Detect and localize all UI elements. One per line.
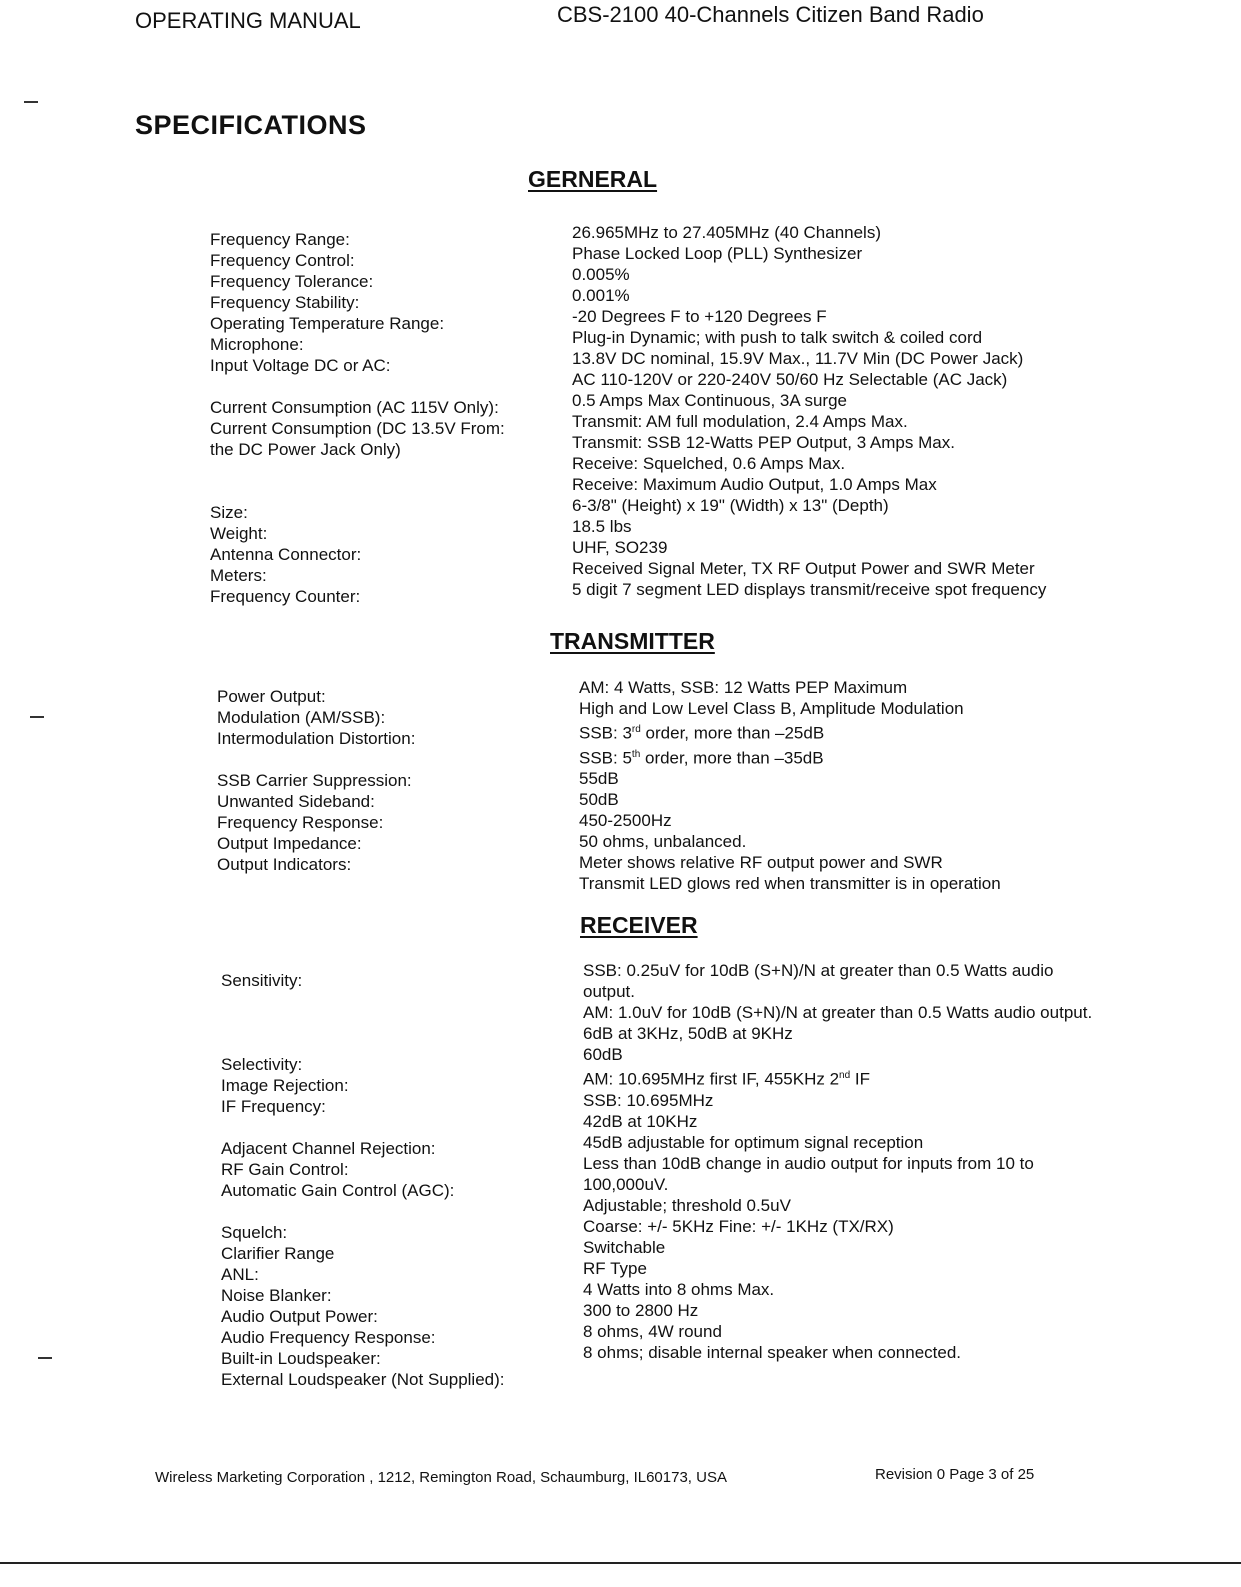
rx-if-am-rest: IF — [850, 1069, 871, 1089]
general-label-row: the DC Power Jack Only) — [210, 440, 401, 459]
general-label-row: Antenna Connector: — [210, 545, 362, 564]
general-label-row: Microphone: — [210, 335, 304, 354]
receiver-label-row: RF Gain Control: — [221, 1160, 349, 1179]
general-label-row: Meters: — [210, 566, 267, 585]
receiver-label-row — [221, 949, 505, 970]
receiver-label-row: ANL: — [221, 1265, 259, 1284]
general-label-row: Size: — [210, 503, 248, 522]
general-value-row: 13.8V DC nominal, 15.9V Max., 11.7V Min (DC Power Jack) — [572, 349, 1024, 368]
general-value-row: 18.5 lbs — [572, 517, 632, 536]
margin-mark — [38, 1357, 52, 1359]
tx-imd3-sup: rd — [631, 724, 641, 735]
general-label-row — [210, 460, 505, 481]
tx-freq-response-value: 450-2500Hz — [579, 811, 672, 831]
rx-rf-gain-value: 45dB adjustable for optimum signal reception — [583, 1132, 924, 1152]
header-product-title: CBS-2100 40-Channels Citizen Band Radio — [557, 2, 984, 27]
transmitter-label-row — [217, 749, 415, 770]
receiver-labels — [221, 949, 505, 1390]
rx-sensitivity-ssb-value: SSB: 0.25uV for 10dB (S+N)/N at greater than 0.5 Watts audio output. — [583, 961, 1054, 1001]
general-label-row: Current Consumption (AC 115V Only): — [210, 398, 499, 417]
tx-imd5-text: SSB: 5 — [579, 748, 632, 768]
tx-impedance-value: 50 ohms, unbalanced. — [579, 832, 747, 852]
receiver-label-row: IF Frequency: — [221, 1097, 326, 1116]
general-label-row: Frequency Stability: — [210, 293, 360, 312]
header-manual-title: OPERATING MANUAL — [135, 8, 361, 33]
general-label-row: Frequency Counter: — [210, 587, 361, 606]
general-value-row: UHF, SO239 — [572, 538, 668, 557]
rx-agc-value: Less than 10dB change in audio output for inputs from 10 to 100,000uV. — [583, 1153, 1034, 1194]
receiver-label-row — [221, 1201, 505, 1222]
rx-squelch-value: Adjustable; threshold 0.5uV — [583, 1195, 791, 1215]
general-value-row: 6-3/8" (Height) x 19" (Width) x 13" (Depth) — [572, 496, 889, 515]
transmitter-label-row: Modulation (AM/SSB): — [217, 708, 386, 727]
receiver-label-row: Noise Blanker: — [221, 1286, 332, 1305]
margin-mark — [24, 101, 38, 103]
section-heading-general: GERNERAL — [528, 166, 658, 192]
general-label-row: Input Voltage DC or AC: — [210, 356, 391, 375]
general-value-row: Receive: Maximum Audio Output, 1.0 Amps Max — [572, 475, 937, 494]
general-label-row: Frequency Control: — [210, 251, 355, 270]
general-value-row: 0.005% — [572, 265, 630, 284]
footer-rule — [0, 1562, 1241, 1564]
receiver-label-row — [221, 1033, 505, 1054]
rx-clarifier-value: Coarse: +/- 5KHz Fine: +/- 1KHz (TX/RX) — [583, 1216, 894, 1236]
receiver-label-row: Built-in Loudspeaker: — [221, 1349, 381, 1368]
receiver-label-row — [221, 1012, 505, 1033]
general-label-row: Frequency Tolerance: — [210, 272, 374, 291]
tx-imd5-sup: th — [631, 748, 641, 760]
general-label-row — [210, 481, 505, 502]
receiver-label-row — [221, 991, 505, 1012]
rx-audio-response-value: 300 to 2800 Hz — [583, 1300, 699, 1320]
transmitter-labels — [217, 686, 415, 875]
receiver-label-row: Adjacent Channel Rejection: — [221, 1139, 436, 1158]
general-value-row: 26.965MHz to 27.405MHz (40 Channels) — [572, 223, 881, 242]
receiver-label-row: Clarifier Range — [221, 1244, 335, 1263]
rx-if-am-sup: nd — [839, 1070, 851, 1081]
general-label-row: Frequency Range: — [210, 230, 350, 249]
section-heading-transmitter: TRANSMITTER — [550, 628, 715, 654]
general-value-row: 5 digit 7 segment LED displays transmit/receive spot frequency — [572, 580, 1047, 599]
transmitter-label-row: Output Impedance: — [217, 834, 362, 853]
general-label-row: Operating Temperature Range: — [210, 314, 445, 333]
general-value-row: Receive: Squelched, 0.6 Amps Max. — [572, 454, 846, 473]
rx-external-speaker-value: 8 ohms; disable internal speaker when connected. — [583, 1342, 962, 1362]
receiver-label-row: Sensitivity: — [221, 971, 303, 990]
general-label-row: Weight: — [210, 524, 268, 543]
general-labels — [210, 229, 505, 607]
general-value-row: 0.5 Amps Max Continuous, 3A surge — [572, 391, 847, 410]
transmitter-label-row: Frequency Response: — [217, 813, 384, 832]
receiver-label-row: Audio Frequency Response: — [221, 1328, 436, 1347]
margin-mark — [30, 716, 44, 718]
receiver-label-row: External Loudspeaker (Not Supplied): — [221, 1370, 505, 1389]
tx-imd5-rest: order, more than –35dB — [640, 748, 824, 768]
rx-image-rejection-value: 60dB — [583, 1045, 623, 1064]
tx-indicator-meter-value: Meter shows relative RF output power and SWR — [579, 853, 943, 873]
receiver-label-row: Squelch: — [221, 1223, 288, 1242]
transmitter-label-row: Unwanted Sideband: — [217, 792, 375, 811]
general-value-row: Transmit: AM full modulation, 2.4 Amps Max. — [572, 412, 908, 431]
transmitter-label-row: Intermodulation Distortion: — [217, 729, 416, 748]
rx-audio-power-value: 4 Watts into 8 ohms Max. — [583, 1279, 775, 1299]
rx-anl-value: Switchable — [583, 1237, 666, 1257]
tx-modulation-value: High and Low Level Class B, Amplitude Modulation — [579, 699, 964, 718]
receiver-label-row — [221, 1117, 505, 1138]
receiver-label-row: Automatic Gain Control (AGC): — [221, 1181, 455, 1200]
rx-blanker-value: RF Type — [583, 1258, 647, 1278]
rx-if-am-value — [583, 1065, 1093, 1090]
rx-adjacent-value: 42dB at 10KHz — [583, 1111, 698, 1131]
general-value-row: Plug-in Dynamic; with push to talk switch & coiled cord — [572, 328, 983, 347]
general-label-row: Current Consumption (DC 13.5V From: — [210, 419, 505, 438]
general-values — [572, 222, 1046, 600]
transmitter-label-row: Output Indicators: — [217, 855, 352, 874]
receiver-values — [583, 960, 1093, 1363]
general-value-row: Phase Locked Loop (PLL) Synthesizer — [572, 244, 863, 263]
tx-indicator-led-value: Transmit LED glows red when transmitter is in operation — [579, 874, 1001, 894]
transmitter-label-row: Power Output: — [217, 687, 326, 706]
receiver-label-row: Image Rejection: — [221, 1076, 349, 1095]
footer-address: Wireless Marketing Corporation , 1212, Remington Road, Schaumburg, IL60173, USA — [155, 1469, 727, 1486]
rx-sensitivity-am-value: AM: 1.0uV for 10dB (S+N)/N at greater than 0.5 Watts audio output. — [583, 1003, 1093, 1022]
tx-imd3-rest: order, more than –25dB — [640, 723, 825, 743]
rx-if-am-text: AM: 10.695MHz first IF, 455KHz 2 — [583, 1069, 840, 1089]
section-heading-receiver: RECEIVER — [580, 912, 698, 938]
tx-imd5-value — [579, 744, 1001, 769]
rx-selectivity-value: 6dB at 3KHz, 50dB at 9KHz — [583, 1024, 793, 1043]
transmitter-label-row: SSB Carrier Suppression: — [217, 771, 412, 790]
rx-if-ssb-value: SSB: 10.695MHz — [583, 1090, 714, 1110]
transmitter-values — [579, 677, 1001, 894]
footer-revision-page: Revision 0 Page 3 of 25 — [875, 1466, 1035, 1483]
tx-carrier-value: 55dB — [579, 769, 619, 789]
general-value-row: -20 Degrees F to +120 Degrees F — [572, 307, 827, 326]
rx-builtin-speaker-value: 8 ohms, 4W round — [583, 1321, 722, 1341]
receiver-label-row: Selectivity: — [221, 1055, 303, 1074]
tx-sideband-value: 50dB — [579, 790, 619, 810]
general-label-row — [210, 376, 505, 397]
receiver-label-row: Audio Output Power: — [221, 1307, 378, 1326]
tx-power-value: AM: 4 Watts, SSB: 12 Watts PEP Maximum — [579, 678, 908, 697]
general-value-row: 0.001% — [572, 286, 630, 305]
general-value-row: Received Signal Meter, TX RF Output Power and SWR Meter — [572, 559, 1035, 578]
tx-imd3-value — [579, 719, 1001, 744]
general-value-row: Transmit: SSB 12-Watts PEP Output, 3 Amps Max. — [572, 433, 955, 452]
page-title: SPECIFICATIONS — [135, 110, 367, 140]
tx-imd3-text: SSB: 3 — [579, 723, 632, 743]
general-value-row: AC 110-120V or 220-240V 50/60 Hz Selectable (AC Jack) — [572, 370, 1008, 389]
